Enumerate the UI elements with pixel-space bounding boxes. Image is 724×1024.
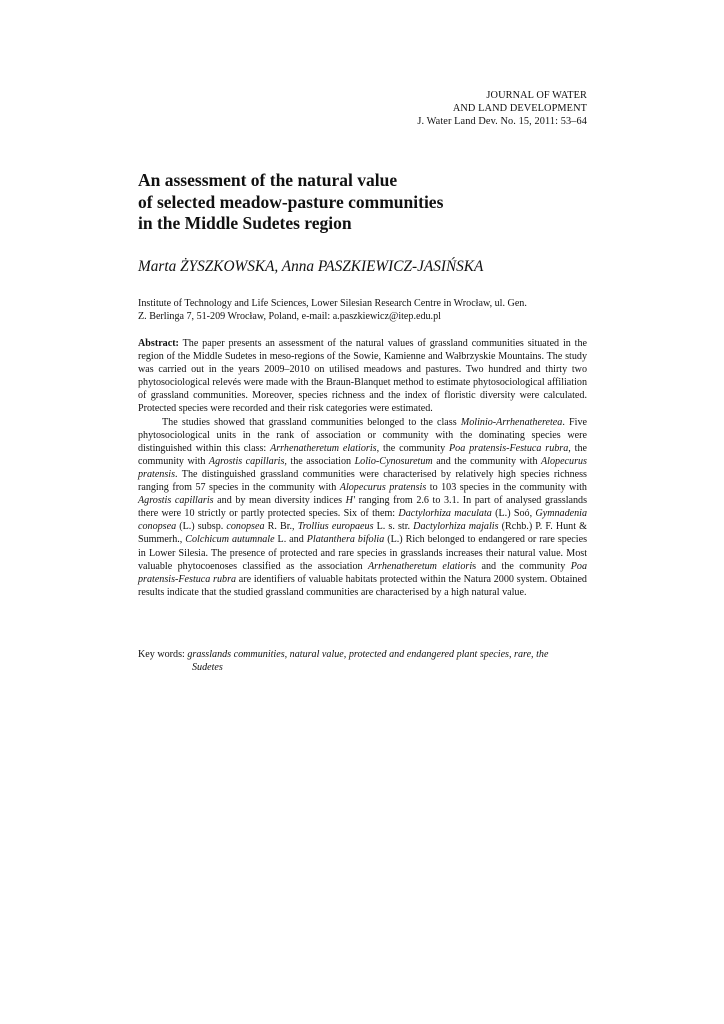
journal-name-line2: AND LAND DEVELOPMENT <box>452 103 587 114</box>
abstract-italic-term: Gymnadenia conopsea <box>138 508 587 533</box>
abstract-text-segment: and the community with <box>432 455 541 467</box>
abstract-italic-term: Colchicum autumnale <box>185 534 275 546</box>
abstract-text-segment: the association <box>286 455 355 467</box>
abstract-italic-term: Arrhenatheretum elatiori <box>368 560 473 572</box>
journal-citation: J. Water Land Dev. No. 15, 2011: 53–64 <box>417 116 587 127</box>
abstract-label: Abstract: <box>138 338 179 349</box>
abstract-text-segment: L. s. str. <box>373 521 414 533</box>
abstract-text-segment: . Five phytosociological units in the rank of association or community with the dominating species were distinguished within this class: <box>138 416 587 454</box>
abstract-text-segment: (L.) Soó, <box>491 508 536 520</box>
abstract-italic-term: Arrhenatheretum elatioris <box>270 442 377 454</box>
abstract-text-segment: (Rchb.) P. F. Hunt & Summerh., <box>138 521 587 546</box>
abstract-italic-term: Agrostis capillaris <box>138 495 214 507</box>
title-line2: of selected meadow-pasture communities <box>138 191 444 212</box>
abstract-italic-term: Poa pratensis-Festuca rubra <box>448 442 569 454</box>
affiliation-line1: Institute of Technology and Life Sciences, Lower Silesian Research Centre in Wrocław, ul. Gen. <box>138 298 527 309</box>
abstract-text-segment: to 103 species in the community with <box>426 482 587 494</box>
abstract-italic-term: Alopecurus pratensis <box>138 455 587 480</box>
abstract-italic-term: Alopecurus pratensis <box>339 482 427 494</box>
abstract-italic-term: H' <box>345 495 356 507</box>
abstract-text-segment: (L.) Rich belonged to endangered or rare species in Lower Silesia. The presence of protected and rare species in grasslands increases their natural value. Most valuable phytocoenoses classified as the association <box>138 534 587 572</box>
abstract-italic-term: Dactylorhiza maculata <box>398 508 492 520</box>
abstract-italic-term: Agrostis capillaris, <box>208 455 287 467</box>
abstract-italic-term: Lolio-Cynosuretum <box>354 455 433 467</box>
title-line1: An assessment of the natural value <box>138 170 398 190</box>
abstract-text-segment: s and the community <box>472 560 571 572</box>
title-line3: in the Middle Sudetes region <box>138 213 352 233</box>
abstract-text-segment: The studies showed that grassland communities belonged to the class <box>162 416 461 428</box>
keywords-continuation: Sudetes <box>192 662 223 673</box>
abstract-text-segment: , the community <box>376 442 449 454</box>
abstract-text-segment: and by mean diversity indices <box>213 495 346 507</box>
abstract-text-segment: . The distinguished grassland communities were characterised by relatively high species richness ranging from 57 species in the community with <box>138 468 587 494</box>
abstract-paragraph-1 <box>138 337 587 416</box>
abstract-text-segment: are identifiers of valuable habitats protected within the Natura 2000 system. Obtained results indicate that the studied grassland communities are characterised by a high natural value. <box>138 573 587 598</box>
keywords-text: grasslands communities, natural value, protected and endangered plant species, rare, the <box>187 649 549 660</box>
abstract <box>138 337 587 599</box>
abstract-text-segment: , the community with <box>138 442 588 467</box>
abstract-text-segment: R. Br., <box>264 521 298 533</box>
authors: Marta ŻYSZKOWSKA, Anna PASZKIEWICZ-JASIŃSKA <box>138 258 484 275</box>
article-title <box>138 170 443 235</box>
abstract-italic-term: Molinio-Arrhenatheretea <box>460 416 563 428</box>
abstract-text-segment: ranging from 2.6 to 3.1. In part of analysed grasslands there were 10 strictly or partly protected species. Six of them: <box>138 495 588 520</box>
journal-name-line1: JOURNAL OF WATER <box>486 90 587 101</box>
abstract-text-1: The paper presents an assessment of the natural values of grassland communities situated in the region of the Middle Sudetes in meso-regions of the Sowie, Kamienne and Wałbrzyskie Mountains. The study was carried out in the years 2009–2010 on utilised meadows and pastures. Two hundred and thirty two phytosociological relevés were made with the Braun-Blanquet method to estimate phytosociological affiliation of grassland communities. Moreover, species richness and the index of floristic diversity were calculated. Protected species were recorded and their risk categories were estimated. <box>138 338 588 415</box>
abstract-text-segment: L. and <box>274 534 307 546</box>
abstract-italic-term: conopsea <box>226 521 265 533</box>
abstract-italic-term: Trollius europaeus <box>297 521 374 533</box>
keywords <box>138 648 587 674</box>
affiliation <box>138 297 588 323</box>
affiliation-line2: Z. Berlinga 7, 51-209 Wrocław, Poland, e-mail: a.paszkiewicz@itep.edu.pl <box>138 311 441 322</box>
abstract-italic-term: Dactylorhiza majalis <box>413 521 499 533</box>
abstract-italic-term: Poa pratensis-Festuca rubra <box>138 560 587 585</box>
abstract-paragraph-2 <box>138 416 587 599</box>
abstract-italic-term: Platanthera bifolia <box>306 534 385 546</box>
journal-header <box>417 89 587 128</box>
keywords-label: Key words: <box>138 649 188 660</box>
abstract-text-segment: (L.) subsp. <box>176 521 227 533</box>
